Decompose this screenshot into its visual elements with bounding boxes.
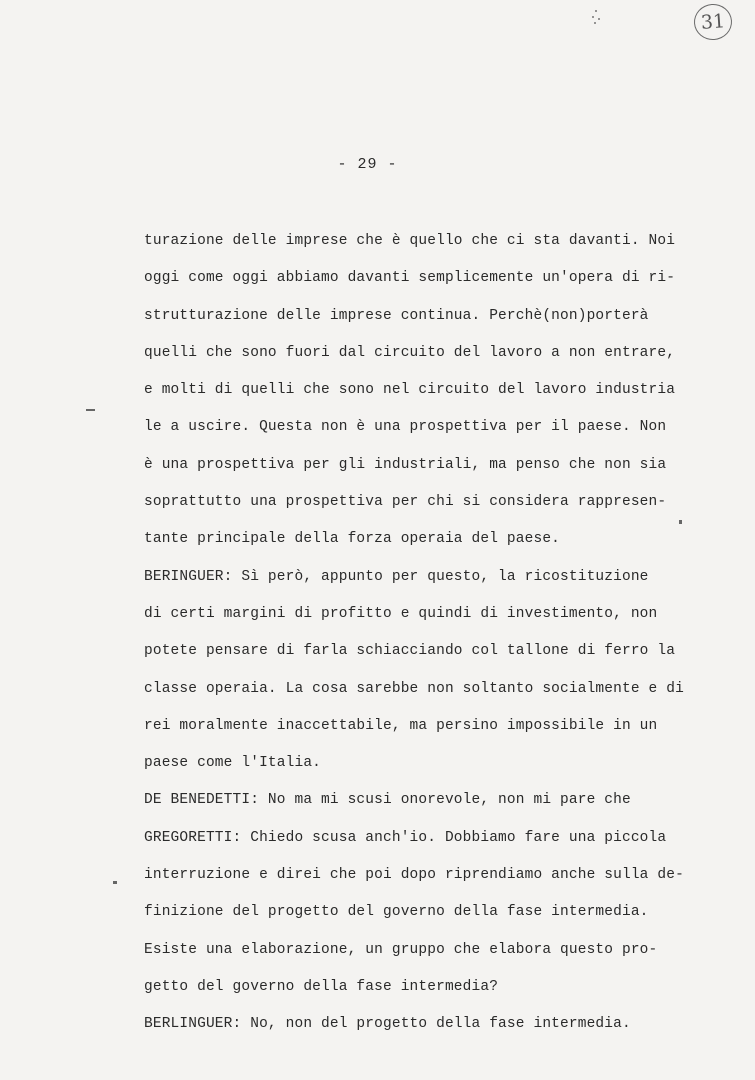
- text-line: di certi margini di profitto e quindi di investimento, non: [144, 605, 658, 622]
- text-line: e molti di quelli che sono nel circuito del lavoro industria: [144, 382, 676, 399]
- text-line: interruzione e direi che poi dopo riprendiamo anche sulla de-: [144, 867, 684, 884]
- text-line: tante principale della forza operaia del paese.: [144, 531, 561, 548]
- page-number: - 29 -: [337, 156, 398, 173]
- margin-dash: [86, 409, 95, 411]
- transcript-body: [144, 229, 714, 1050]
- text-line: BERINGUER: Sì però, appunto per questo, la ricostituzione: [144, 568, 649, 585]
- text-line: oggi come oggi abbiamo davanti semplicemente un'opera di ri-: [144, 270, 676, 287]
- text-line: Esiste una elaborazione, un gruppo che elabora questo pro-: [144, 941, 658, 958]
- text-line: BERLINGUER: No, non del progetto della fase intermedia.: [144, 1016, 631, 1033]
- text-line: classe operaia. La cosa sarebbe non soltanto socialmente e di: [144, 680, 684, 697]
- text-line: rei moralmente inaccettabile, ma persino impossibile in un: [144, 717, 658, 734]
- text-line: potete pensare di farla schiacciando col tallone di ferro la: [144, 643, 676, 660]
- ink-specks: [592, 10, 602, 26]
- text-line: finizione del progetto del governo della fase intermedia.: [144, 904, 649, 921]
- text-line: soprattutto una prospettiva per chi si considera rappresen-: [144, 494, 667, 511]
- text-line: turazione delle imprese che è quello che ci sta davanti. Noi: [144, 233, 676, 249]
- margin-dot: [113, 881, 117, 884]
- text-line: DE BENEDETTI: No ma mi scusi onorevole, non mi pare che: [144, 792, 631, 809]
- text-line: getto del governo della fase intermedia?: [144, 978, 499, 995]
- text-line: le a uscire. Questa non è una prospettiva per il paese. Non: [144, 419, 667, 436]
- margin-dot: [679, 520, 682, 524]
- page-stamp: 31: [693, 3, 733, 42]
- text-line: GREGORETTI: Chiedo scusa anch'io. Dobbiamo fare una piccola: [144, 829, 667, 846]
- background-watermark: [0, 1000, 180, 1080]
- text-line: quelli che sono fuori dal circuito del lavoro a non entrare,: [144, 344, 676, 361]
- text-line: paese come l'Italia.: [144, 755, 322, 772]
- text-line: strutturazione delle imprese continua. Perchè(non)porterà: [144, 307, 649, 324]
- text-line: è una prospettiva per gli industriali, ma penso che non sia: [144, 456, 667, 473]
